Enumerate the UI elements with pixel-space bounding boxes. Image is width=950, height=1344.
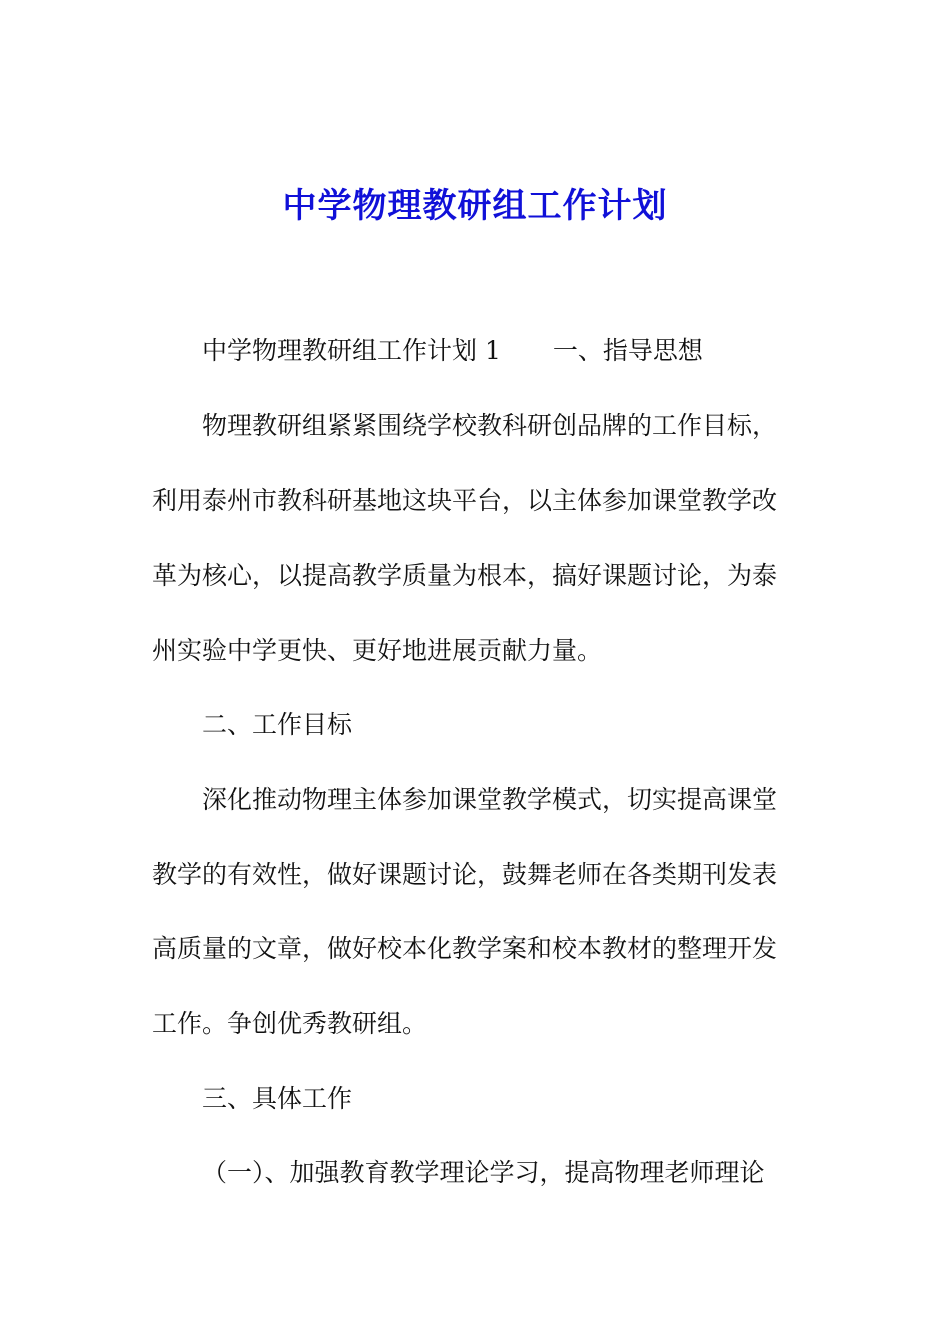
section-heading-guiding-thought: 一、指导思想 — [552, 336, 703, 365]
paragraph-line: 高质量的文章，做好校本化教学案和校本教材的整理开发 — [152, 934, 778, 963]
section-heading-specific-work: 三、具体工作 — [202, 1084, 353, 1113]
paragraph-line: 物理教研组紧紧围绕学校教科研创品牌的工作目标， — [202, 411, 778, 440]
paragraph-line: 深化推动物理主体参加课堂教学模式，切实提高课堂 — [202, 785, 778, 814]
paragraph-line: 教学的有效性，做好课题讨论，鼓舞老师在各类期刊发表 — [152, 860, 778, 889]
plan-heading: 中学物理教研组工作计划 1 — [202, 336, 501, 365]
paragraph-line — [202, 336, 842, 366]
paragraph-line: （一）、加强教育教学理论学习，提高物理老师理论 — [202, 1158, 765, 1187]
document-title: 中学物理教研组工作计划 — [282, 186, 668, 226]
paragraph-line: 州实验中学更快、更好地进展贡献力量。 — [152, 636, 603, 665]
paragraph-line: 工作。争创优秀教研组。 — [152, 1009, 428, 1038]
paragraph-line: 利用泰州市教科研基地这块平台，以主体参加课堂教学改 — [152, 486, 778, 515]
section-heading-work-goals: 二、工作目标 — [202, 710, 353, 739]
paragraph-line: 革为核心，以提高教学质量为根本，搞好课题讨论，为泰 — [152, 561, 778, 590]
